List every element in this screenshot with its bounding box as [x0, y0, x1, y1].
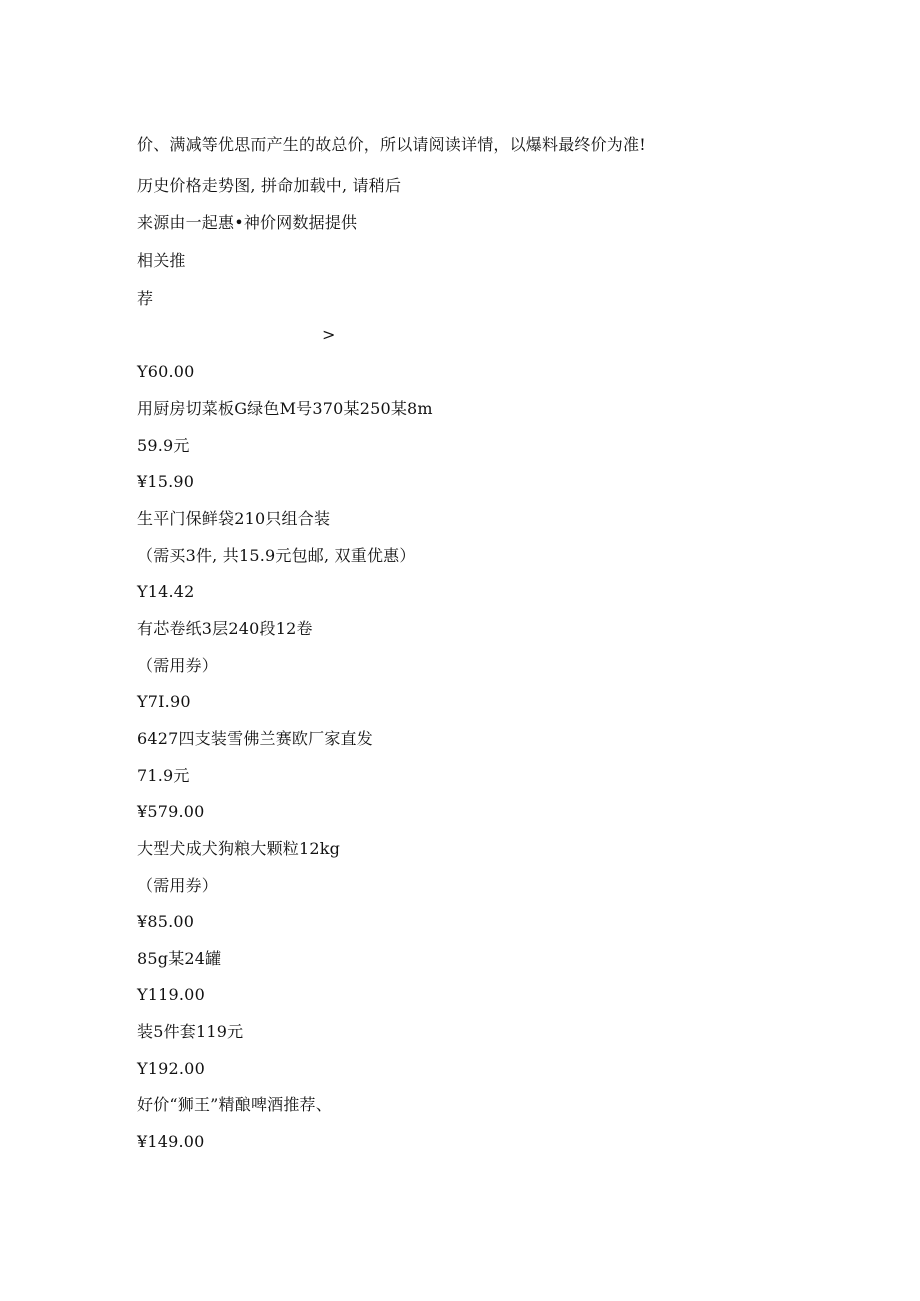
item-note: （需用券） [137, 876, 219, 895]
item-note: 59.9元 [137, 436, 190, 455]
chart-loading-text: 历史价格走势图, 拼命加载中, 请稍后 [137, 176, 402, 195]
related-heading-part2: 荐 [137, 289, 154, 308]
item-title[interactable]: 装5件套119元 [137, 1022, 244, 1041]
item-price: Y192.00 [137, 1059, 205, 1078]
item-price: Y119.00 [137, 985, 205, 1004]
price-disclaimer: 价、满减等优思而产生的故总价，所以请阅读详情，以爆料最终价为准! [137, 135, 646, 154]
item-title[interactable]: 6427四支装雪佛兰赛欧厂家直发 [137, 729, 373, 748]
item-price: ¥579.00 [137, 802, 205, 821]
item-note: （需买3件, 共15.9元包邮, 双重优惠） [137, 546, 416, 565]
item-price: ¥15.90 [137, 472, 195, 491]
data-source-text: 来源由一起惠•神价网数据提供 [137, 213, 358, 232]
item-title[interactable]: 大型犬成犬狗粮大颗粒12kg [137, 839, 341, 858]
item-price: ¥149.00 [137, 1132, 205, 1151]
item-title[interactable]: 85g某24罐 [137, 949, 222, 968]
item-title[interactable]: 有芯卷纸3层240段12卷 [137, 619, 313, 638]
item-title[interactable]: 好价“狮王”精酿啤酒推荐、 [137, 1095, 332, 1114]
item-price: Y60.00 [137, 362, 195, 381]
item-price: ¥85.00 [137, 912, 195, 931]
related-heading-part1: 相关推 [137, 251, 186, 270]
item-note: （需用券） [137, 656, 219, 675]
item-title[interactable]: 生平门保鲜袋210只组合装 [137, 509, 331, 528]
chevron-right-icon[interactable]: > [322, 325, 336, 344]
item-price: Y7I.90 [137, 692, 191, 711]
item-price: Y14.42 [137, 582, 195, 601]
item-title[interactable]: 用厨房切菜板G绿色M号370某250某8m [137, 399, 433, 418]
item-note: 71.9元 [137, 766, 190, 785]
